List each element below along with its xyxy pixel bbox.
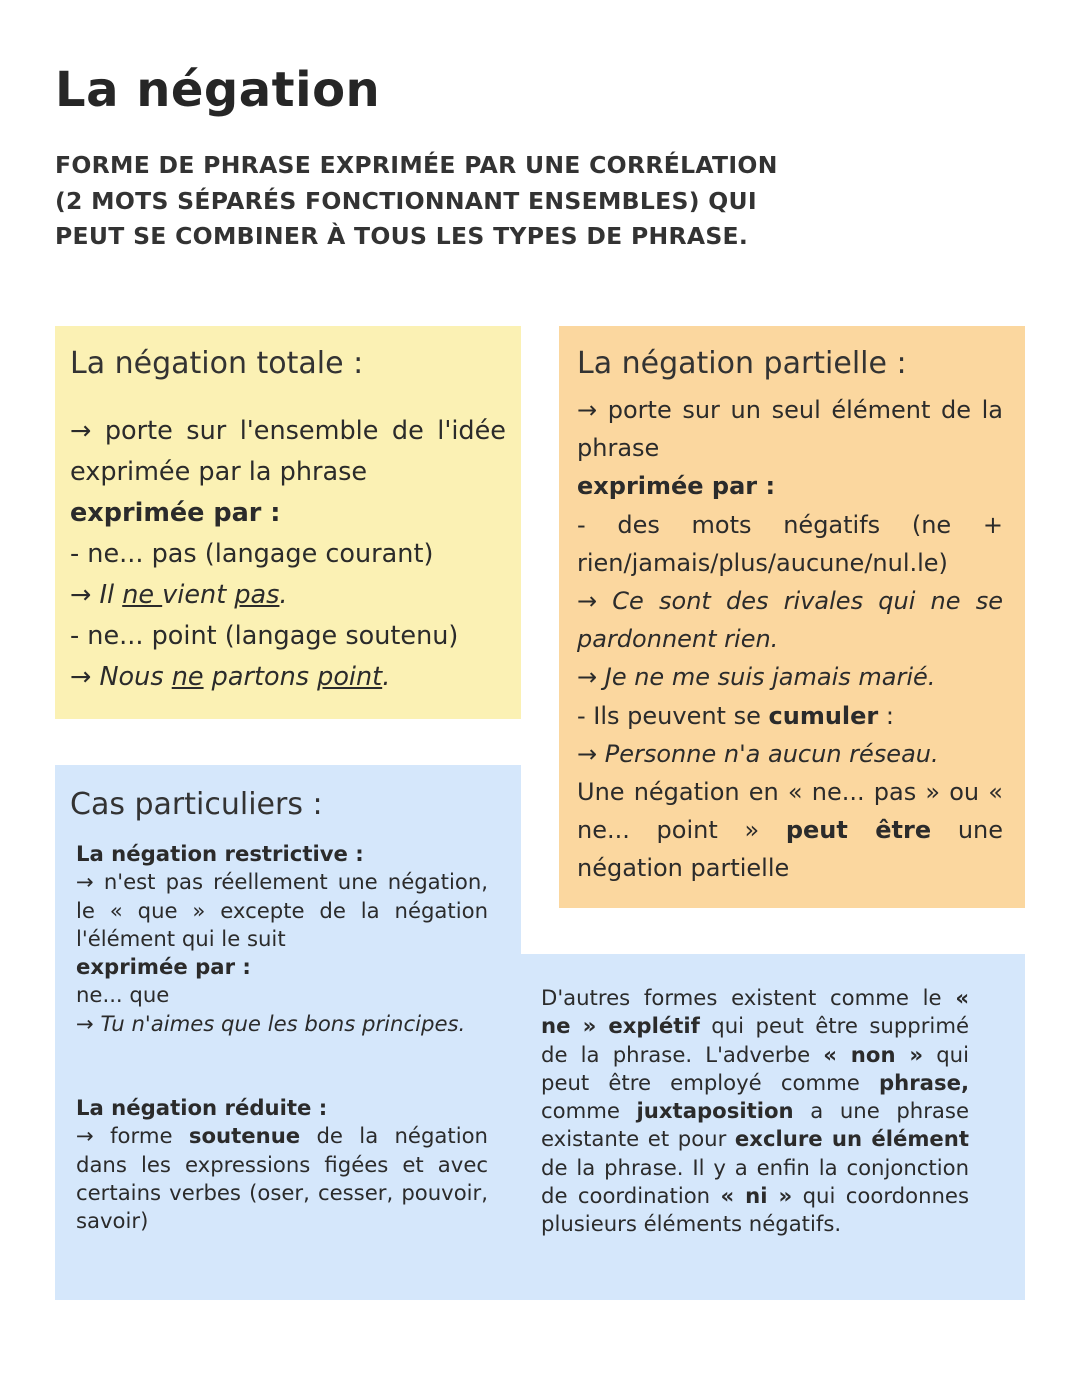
partielle-cumul: - Ils peuvent se cumuler : <box>577 701 894 730</box>
page-subtitle: FORME DE PHRASE EXPRIMÉE PAR UNE CORRÉLATION (2 MOTS SÉPARÉS FONCTIONNANT ENSEMBLES) QUI PEUT SE COMBINER À TOUS LES TYPES DE PHRASE. <box>55 151 778 250</box>
partielle-note: Une négation en « ne... pas » ou « ne... point » peut être une négation partielle <box>577 778 1004 883</box>
page-title: La négation <box>55 62 381 118</box>
reduite-desc: → forme soutenue de la négation dans les expressions figées et avec certains verbes (oser, cesser, pouvoir, savoir) <box>76 1123 488 1234</box>
totale-desc: → porte sur l'ensemble de l'idée exprimée par la phrase <box>70 416 506 487</box>
partielle-desc: → porte sur un seul élément de la phrase <box>577 396 1003 463</box>
partielle-example-2: → Je ne me suis jamais marié. <box>577 663 936 692</box>
restrictive-example: → Tu n'aimes que les bons principes. <box>76 1010 466 1036</box>
box-cas-particuliers <box>55 765 521 1300</box>
totale-expr-label: exprimée par : <box>70 498 281 528</box>
reduite-title: La négation réduite : <box>76 1095 328 1121</box>
cas-heading: Cas particuliers : <box>70 787 323 822</box>
totale-example-2: → Nous ne partons point. <box>70 662 391 692</box>
box-autres-formes <box>521 954 1025 1300</box>
restrictive-item: ne... que <box>76 982 170 1008</box>
restrictive-desc: → n'est pas réellement une négation, le « que » excepte de la négation l'élément qui le suit <box>76 869 488 951</box>
partielle-example-1: → Ce sont des rivales qui ne se pardonnent rien. <box>577 587 1003 654</box>
autres-formes-text: D'autres formes existent comme le « ne » explétif qui peut être supprimé de la phrase. L'adverbe « non » qui peut être employé comme phrase, comme juxtaposition a une phrase existante et pour exclure un élément de la phrase. Il y a enfin la conjonction de coordination « ni » qui coordonnes plusieurs éléments négatifs. <box>541 985 969 1237</box>
box-negation-partielle <box>559 326 1025 908</box>
box-negation-totale <box>55 326 521 719</box>
partielle-heading: La négation partielle : <box>577 346 907 381</box>
partielle-expr-label: exprimée par : <box>577 472 776 501</box>
partielle-example-3: → Personne n'a aucun réseau. <box>577 739 939 768</box>
totale-item-2: - ne... point (langage soutenu) <box>70 621 459 651</box>
partielle-item-1: - des mots négatifs (ne + rien/jamais/plus/aucune/nul.le) <box>577 510 1003 577</box>
totale-example-1: → Il ne vient pas. <box>70 580 288 610</box>
totale-heading: La négation totale : <box>70 346 364 381</box>
restrictive-expr-label: exprimée par : <box>76 954 251 980</box>
restrictive-title: La négation restrictive : <box>76 841 364 866</box>
totale-item-1: - ne... pas (langage courant) <box>70 539 434 569</box>
